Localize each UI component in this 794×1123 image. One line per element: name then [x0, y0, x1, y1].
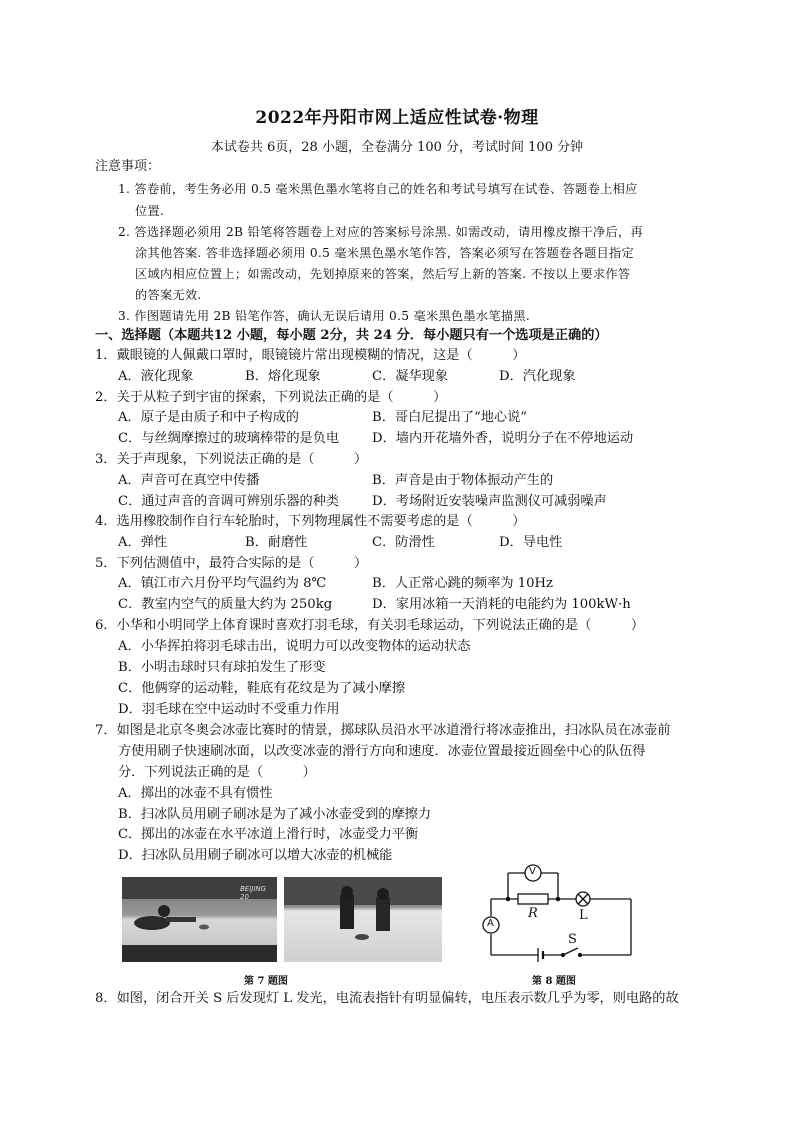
notice-line: 涂其他答案. 答非选择题必须用 0.5 毫米黑色墨水笔作答，答案必须写在答题卷各题目指定: [135, 246, 635, 260]
question-3-stem: 3．关于声现象，下列说法正确的是（ ）: [95, 452, 368, 467]
question-4-stem: 4．选用橡胶制作自行车轮胎时，下列物理属性不需要考虑的是（ ）: [95, 514, 526, 529]
question-6-option-a: A．小华挥拍将羽毛球击出，说明力可以改变物体的运动状态: [118, 639, 471, 654]
question-4-option-c: C．防滑性: [372, 535, 435, 550]
curling-photo-1: [122, 877, 277, 962]
question-7-option-d: D．扫冰队员用刷子刷冰可以增大冰壶的机械能: [118, 848, 393, 863]
question-1-option-c: C．凝华现象: [372, 369, 449, 384]
page-subtitle: 本试卷共 6页，28 小题，全卷满分 100 分，考试时间 100 分钟: [210, 140, 584, 155]
question-5-stem: 5．下列估测值中，最符合实际的是（ ）: [95, 556, 368, 571]
question-3-option-c: C．通过声音的音调可辨别乐器的种类: [118, 494, 340, 509]
notice-line: 2. 答选择题必须用 2B 铅笔将答题卷上对应的答案标号涂黑. 如需改动，请用橡皮擦干净后，再: [118, 225, 643, 239]
question-1-option-b: B．熔化现象: [245, 369, 321, 384]
notice-heading: 注意事项：: [95, 159, 161, 174]
notice-line: 的答案无效.: [135, 288, 202, 302]
question-7-stem: 方使用刷子快速刷冰面，以改变冰壶的滑行方向和速度．冰壶位置最接近圆垒中心的队伍得: [118, 744, 646, 759]
question-1-option-a: A．液化现象: [118, 369, 194, 384]
lamp-label: L: [579, 908, 588, 923]
question-7-option-c: C．掷出的冰壶在水平冰道上滑行时，冰壶受力平衡: [118, 827, 419, 842]
question-3-option-a: A．声音可在真空中传播: [118, 473, 260, 488]
banner-text: BEIJING 20: [240, 885, 267, 901]
question-3-option-b: B．声音是由于物体振动产生的: [372, 473, 554, 488]
question-2-option-d: D．墙内开花墙外香，说明分子在不停地运动: [372, 431, 634, 446]
question-5-option-a: A．镇江市六月份平均气温约为 8℃: [118, 576, 327, 591]
question-3-option-d: D．考场附近安装噪声监测仪可减弱噪声: [372, 494, 607, 509]
question-8-stem: 8．如图，闭合开关 S 后发现灯 L 发光，电流表指针有明显偏转，电压表示数几乎为零，则电路的故: [95, 991, 679, 1006]
figure-7-caption: 第 7 题图: [244, 976, 288, 987]
question-2-option-a: A．原子是由质子和中子构成的: [118, 410, 299, 425]
question-6-option-b: B．小明击球时只有球拍发生了形变: [118, 660, 326, 675]
question-5-option-d: D．家用冰箱一天消耗的电能约为 100kW·h: [372, 597, 631, 612]
question-4-option-d: D．导电性: [499, 535, 563, 550]
resistor-label: R: [528, 906, 538, 921]
question-7-option-a: A．掷出的冰壶不具有惯性: [118, 786, 273, 801]
question-7-stem: 分．下列说法正确的是（ ）: [118, 765, 316, 780]
question-5-option-b: B．人正常心跳的频率为 10Hz: [372, 576, 553, 591]
question-5-option-c: C．教室内空气的质量大约为 250kg: [118, 597, 333, 612]
question-7-option-b: B．扫冰队员用刷子刷冰是为了减小冰壶受到的摩擦力: [118, 807, 432, 822]
notice-line: 区域内相应位置上；如需改动，先划掉原来的答案，然后写上新的答案. 不按以上要求作答: [135, 267, 631, 281]
question-2-option-c: C．与丝绸摩擦过的玻璃棒带的是负电: [118, 431, 340, 446]
question-6-stem: 6．小华和小明同学上体育课时喜欢打羽毛球，有关羽毛球运动，下列说法正确的是（ ）: [95, 618, 645, 633]
ammeter-label: A: [487, 918, 494, 929]
figure-8-caption: 第 8 题图: [532, 976, 576, 987]
notice-line: 1. 答卷前，考生务必用 0.5 毫米黑色墨水笔将自己的姓名和考试号填写在试卷、答题卷上相应: [118, 182, 638, 196]
circuit-diagram: [478, 862, 638, 967]
question-1-option-d: D．汽化现象: [499, 369, 576, 384]
switch-label: S: [568, 932, 577, 947]
section-heading: 一、选择题（本题共12 小题，每小题 2分，共 24 分．每小题只有一个选项是正确的）: [95, 328, 608, 343]
question-2-stem: 2．关于从粒子到宇宙的探索，下列说法正确的是（ ）: [95, 390, 447, 405]
voltmeter-label: V: [529, 866, 536, 877]
question-4-option-a: A．弹性: [118, 535, 168, 550]
page-title: 2022年丹阳市网上适应性试卷·物理: [255, 108, 539, 128]
curling-photo-2: [284, 877, 442, 962]
notice-line: 3. 作图题请先用 2B 铅笔作答，确认无误后请用 0.5 毫米黑色墨水笔描黑.: [118, 309, 531, 323]
question-4-option-b: B．耐磨性: [245, 535, 308, 550]
question-1-stem: 1．戴眼镜的人佩戴口罩时，眼镜镜片常出现模糊的情况，这是（ ）: [95, 348, 526, 363]
notice-line: 位置.: [135, 204, 165, 218]
question-2-option-b: B．哥白尼提出了“地心说”: [372, 410, 528, 425]
question-6-option-c: C．他俩穿的运动鞋，鞋底有花纹是为了减小摩擦: [118, 681, 406, 696]
question-7-stem: 7．如图是北京冬奥会冰壶比赛时的情景，掷球队员沿水平冰道滑行将冰壶推出，扫冰队员在冰壶前: [95, 723, 671, 738]
question-6-option-d: D．羽毛球在空中运动时不受重力作用: [118, 702, 340, 717]
